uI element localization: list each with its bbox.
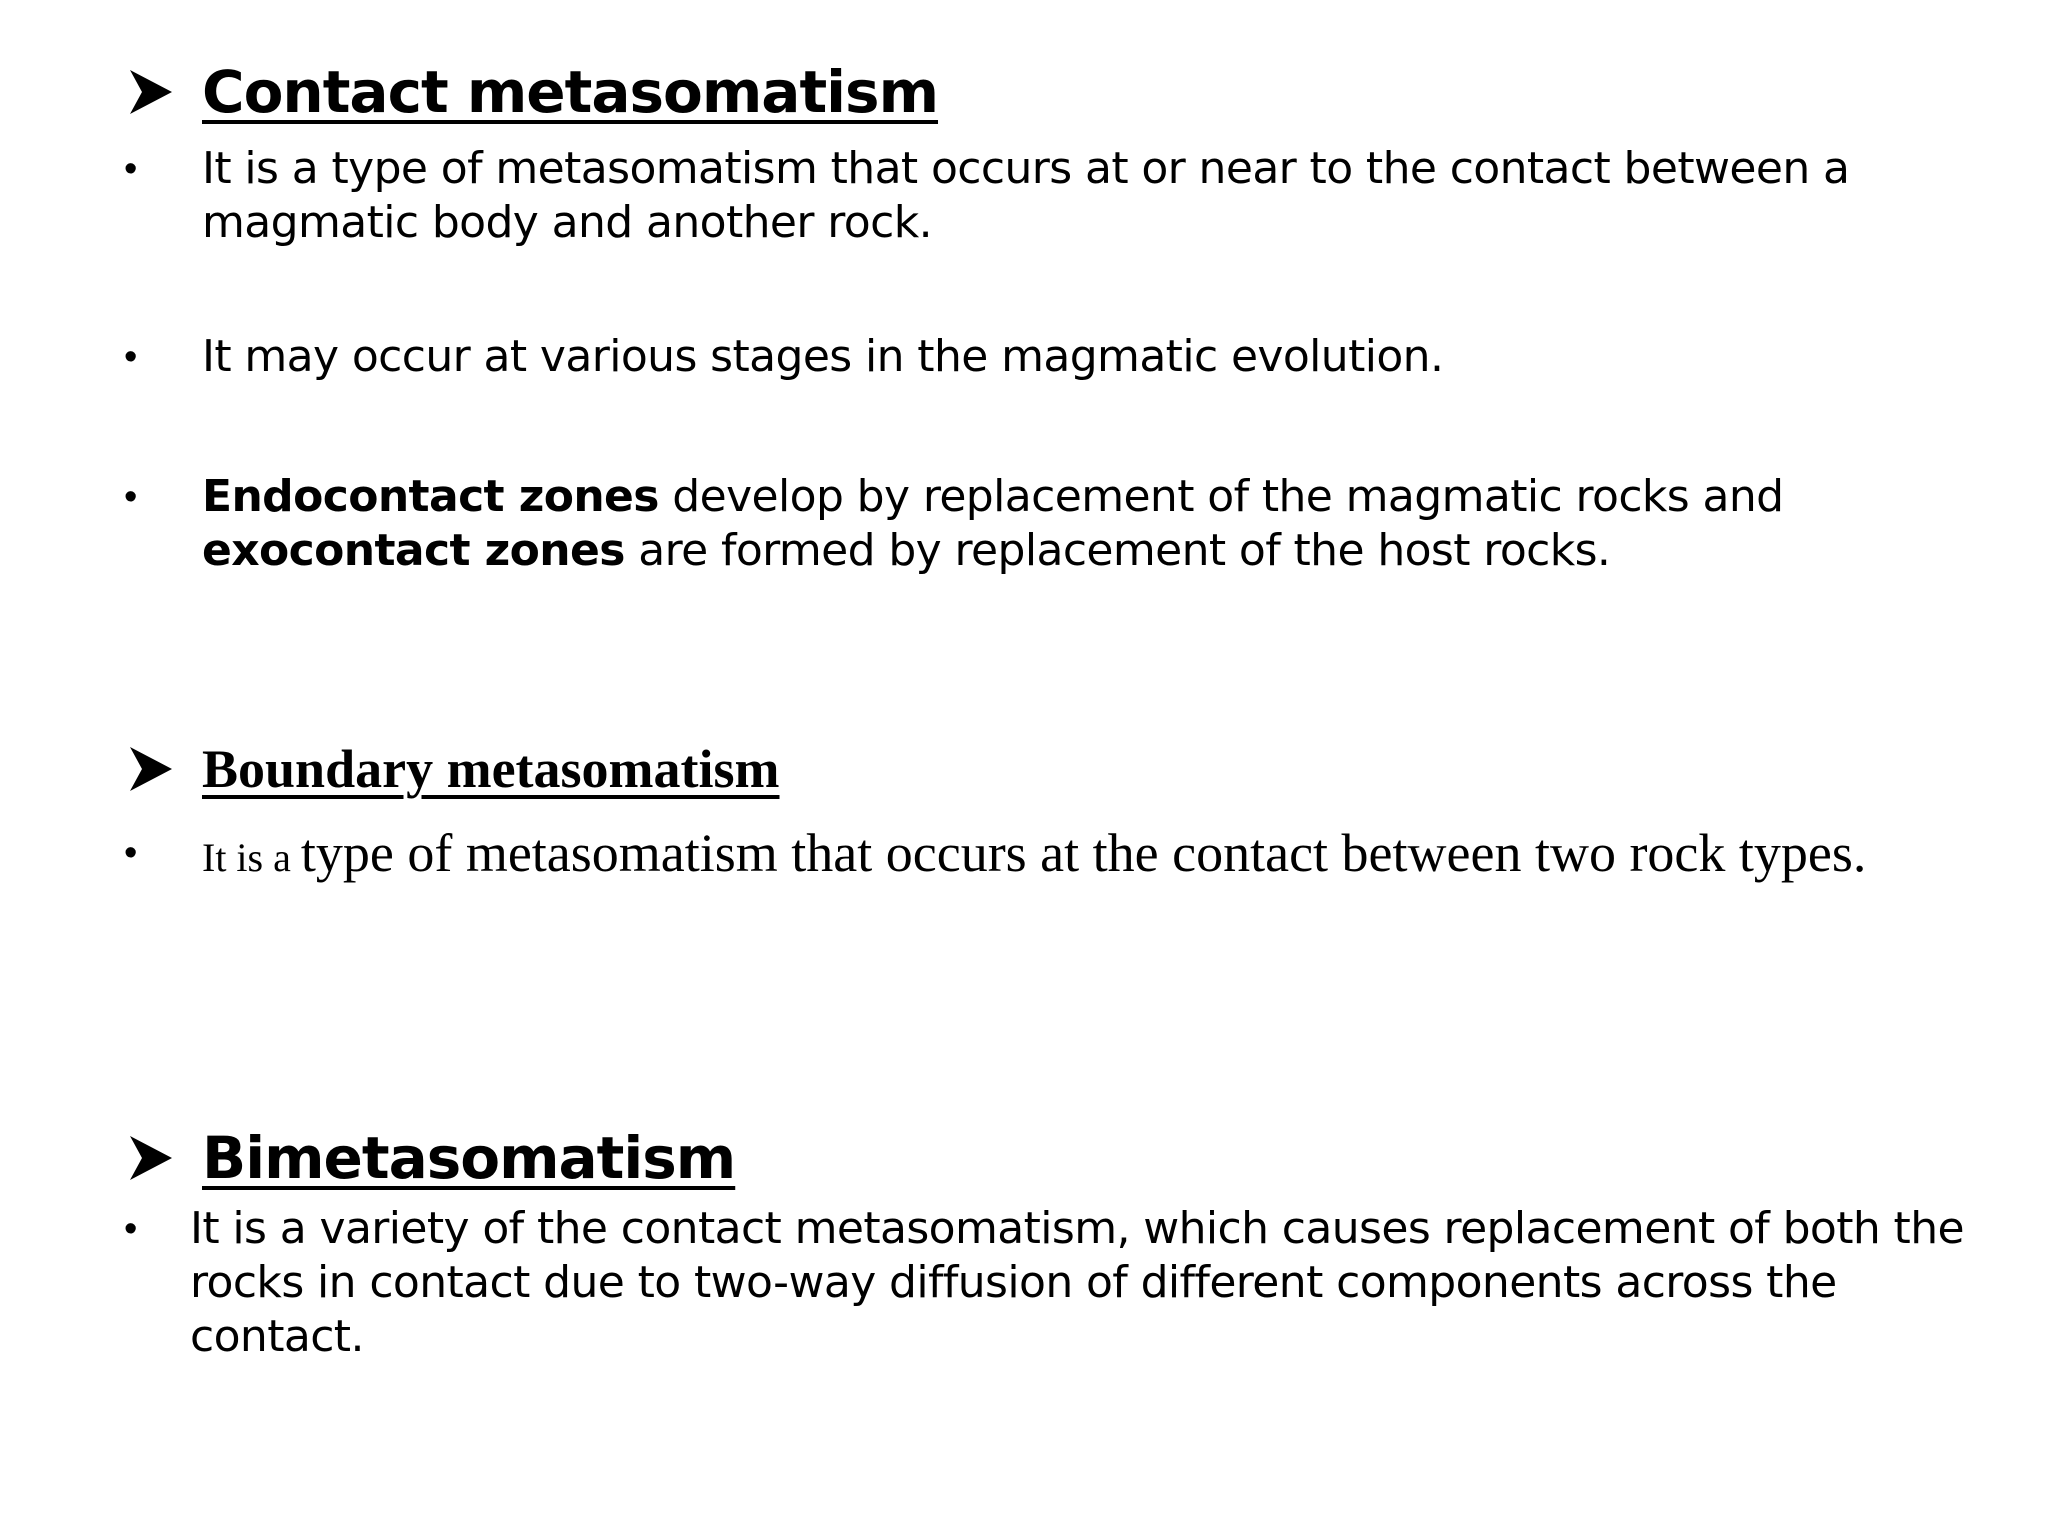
list-item	[118, 820, 1998, 891]
bullet-text	[202, 470, 1998, 578]
arrowhead-bullet-icon	[128, 66, 176, 118]
heading-bimetasomatism: Bimetasomatism	[202, 1124, 736, 1192]
bullet-text-part: develop by replacement of the magmatic rocks and	[658, 471, 1784, 522]
list-item	[118, 1202, 2018, 1364]
bullet-text-part: are formed by replacement of the host rocks.	[624, 525, 1611, 576]
section-heading-contact	[128, 58, 938, 126]
arrowhead-bullet-icon	[128, 743, 176, 795]
heading-boundary-metasomatism: Boundary metasomatism	[202, 739, 780, 799]
heading-contact-metasomatism: Contact metasomatism	[202, 58, 939, 126]
bullet-text-lead: It is a	[202, 835, 301, 880]
bullet-dot: •	[124, 476, 138, 518]
section-heading-bimetasomatism	[128, 1124, 735, 1192]
list-item	[118, 470, 1998, 578]
bullet-text: It is a variety of the contact metasomatism, which causes replacement of both the rocks in contact due to two-way diffusion of different components across the contact.	[190, 1203, 1964, 1362]
term-endocontact-zones: Endocontact zones	[202, 471, 659, 522]
section-heading-boundary	[128, 738, 780, 800]
term-exocontact-zones: exocontact zones	[202, 525, 625, 576]
bullet-dot: •	[124, 336, 138, 378]
bullet-dot: •	[124, 832, 138, 874]
bullet-text	[202, 820, 1866, 891]
bullet-dot: •	[124, 1208, 138, 1250]
bullet-text: It is a type of metasomatism that occurs at or near to the contact between a magmatic body and another rock.	[202, 143, 1850, 248]
list-item	[118, 330, 1998, 384]
bullet-dot: •	[124, 148, 138, 190]
list-item	[118, 142, 1998, 250]
bullet-text: It may occur at various stages in the magmatic evolution.	[202, 331, 1444, 382]
arrowhead-bullet-icon	[128, 1132, 176, 1184]
bullet-text-part: type of metasomatism that occurs at the contact between two rock types.	[300, 823, 1867, 883]
